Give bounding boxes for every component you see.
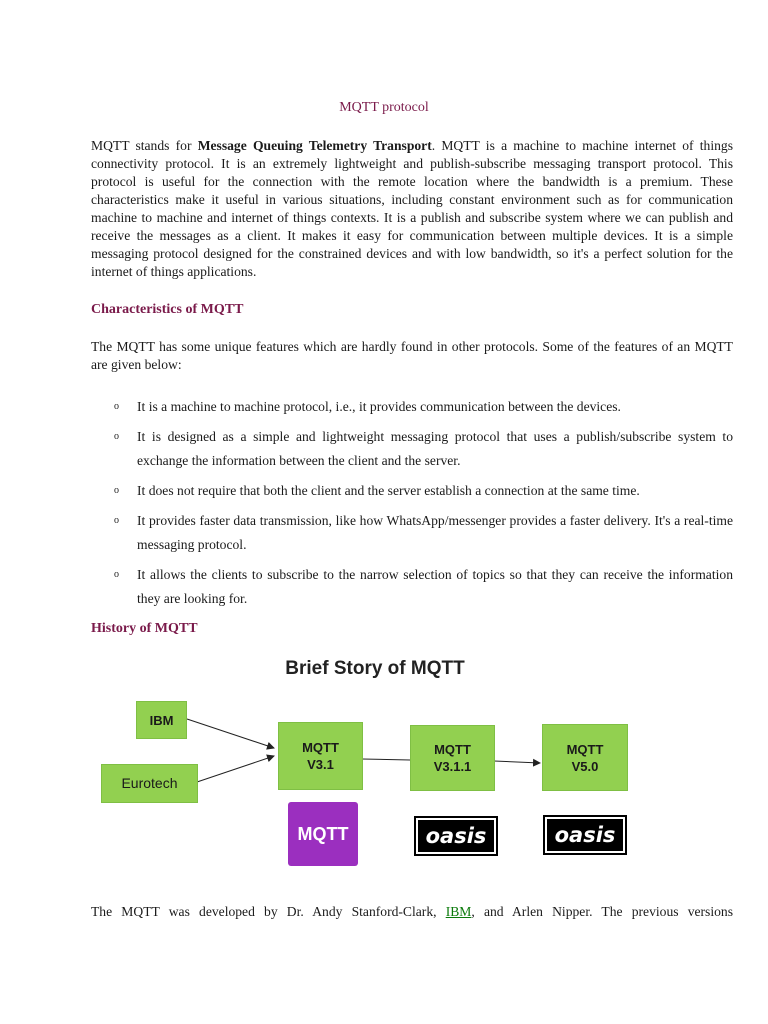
- intro-text-rest: . MQTT is a machine to machine internet of things connectivity protocol. It is an extremely lightweight and publish-subscribe messaging transport protocol. This protocol is useful for the connection with the remote location where the bandwidth is a premium. These characteristics make it useful in various situations, including constant environment such as for communication machine to machine and internet of things contexts. It is a publish and subscribe system where we can publish and receive the messages as a client. It makes it easy for communication between multiple devices. It is a simple messaging protocol designed for the constrained devices and with low bandwidth, so it's a perfect solution for the internet of things applications.: [91, 138, 734, 279]
- version-name: MQTT: [434, 742, 471, 757]
- arrow-v311: [494, 761, 540, 763]
- list-item: [91, 425, 733, 473]
- version-number: V3.1.1: [433, 759, 472, 774]
- connector-v31: [362, 759, 410, 760]
- mqtt-v31-box: [278, 722, 363, 790]
- bullet-marker: o: [114, 485, 119, 496]
- diagram-title: Brief Story of MQTT: [285, 658, 465, 679]
- mqtt-v50-box: [542, 724, 628, 791]
- oasis-logo: oasis: [414, 816, 498, 856]
- mqtt-v311-box: [410, 725, 495, 791]
- list-item: [91, 479, 733, 503]
- version-name: MQTT: [566, 741, 604, 757]
- page-title: MQTT protocol: [339, 100, 429, 115]
- list-item-text: It is designed as a simple and lightweight messaging protocol that uses a publish/subscribe system to exchange the information between the client and the server.: [137, 429, 733, 468]
- arrow-ibm: [187, 719, 274, 748]
- history-heading: History of MQTT: [91, 621, 198, 636]
- characteristics-list: [91, 395, 733, 617]
- list-item-text: It provides faster data transmission, like how WhatsApp/messenger provides a faster delivery. It's a real-time messaging protocol.: [137, 513, 733, 552]
- mqtt-history-diagram: [96, 656, 636, 876]
- list-item: [91, 395, 733, 419]
- list-item-text: It allows the clients to subscribe to the narrow selection of topics so that they can receive the information they are looking for.: [137, 567, 733, 606]
- history-text-start: The MQTT was developed by Dr. Andy Stanford-Clark,: [91, 904, 446, 919]
- mqtt-logo: MQTT: [288, 802, 358, 866]
- version-number: V3.1: [307, 757, 334, 772]
- bullet-marker: o: [114, 515, 119, 526]
- ibm-link[interactable]: IBM: [445, 904, 472, 919]
- list-item: [91, 509, 733, 557]
- intro-text-start: MQTT stands for: [91, 138, 198, 153]
- ibm-box: IBM: [136, 701, 187, 739]
- intro-paragraph: [91, 137, 733, 281]
- bullet-marker: o: [114, 431, 119, 442]
- history-paragraph: [91, 903, 733, 921]
- history-text-rest: , and Arlen Nipper. The previous versions: [471, 904, 734, 919]
- list-item-text: It is a machine to machine protocol, i.e., it provides communication between the devices.: [137, 399, 621, 414]
- intro-bold-term: Message Queuing Telemetry Transport: [197, 138, 432, 153]
- oasis-logo: oasis: [543, 815, 627, 855]
- version-name: MQTT: [302, 740, 339, 755]
- characteristics-heading: Characteristics of MQTT: [91, 302, 244, 317]
- characteristics-lead: The MQTT has some unique features which are hardly found in other protocols. Some of the features of an MQTT are given below:: [91, 339, 733, 372]
- eurotech-box: Eurotech: [101, 764, 198, 803]
- bullet-marker: o: [114, 401, 119, 412]
- list-item-text: It does not require that both the client and the server establish a connection at the same time.: [137, 483, 640, 498]
- list-item: [91, 563, 733, 611]
- bullet-marker: o: [114, 569, 119, 580]
- arrow-eurotech: [197, 756, 274, 782]
- version-number: V5.0: [571, 758, 599, 774]
